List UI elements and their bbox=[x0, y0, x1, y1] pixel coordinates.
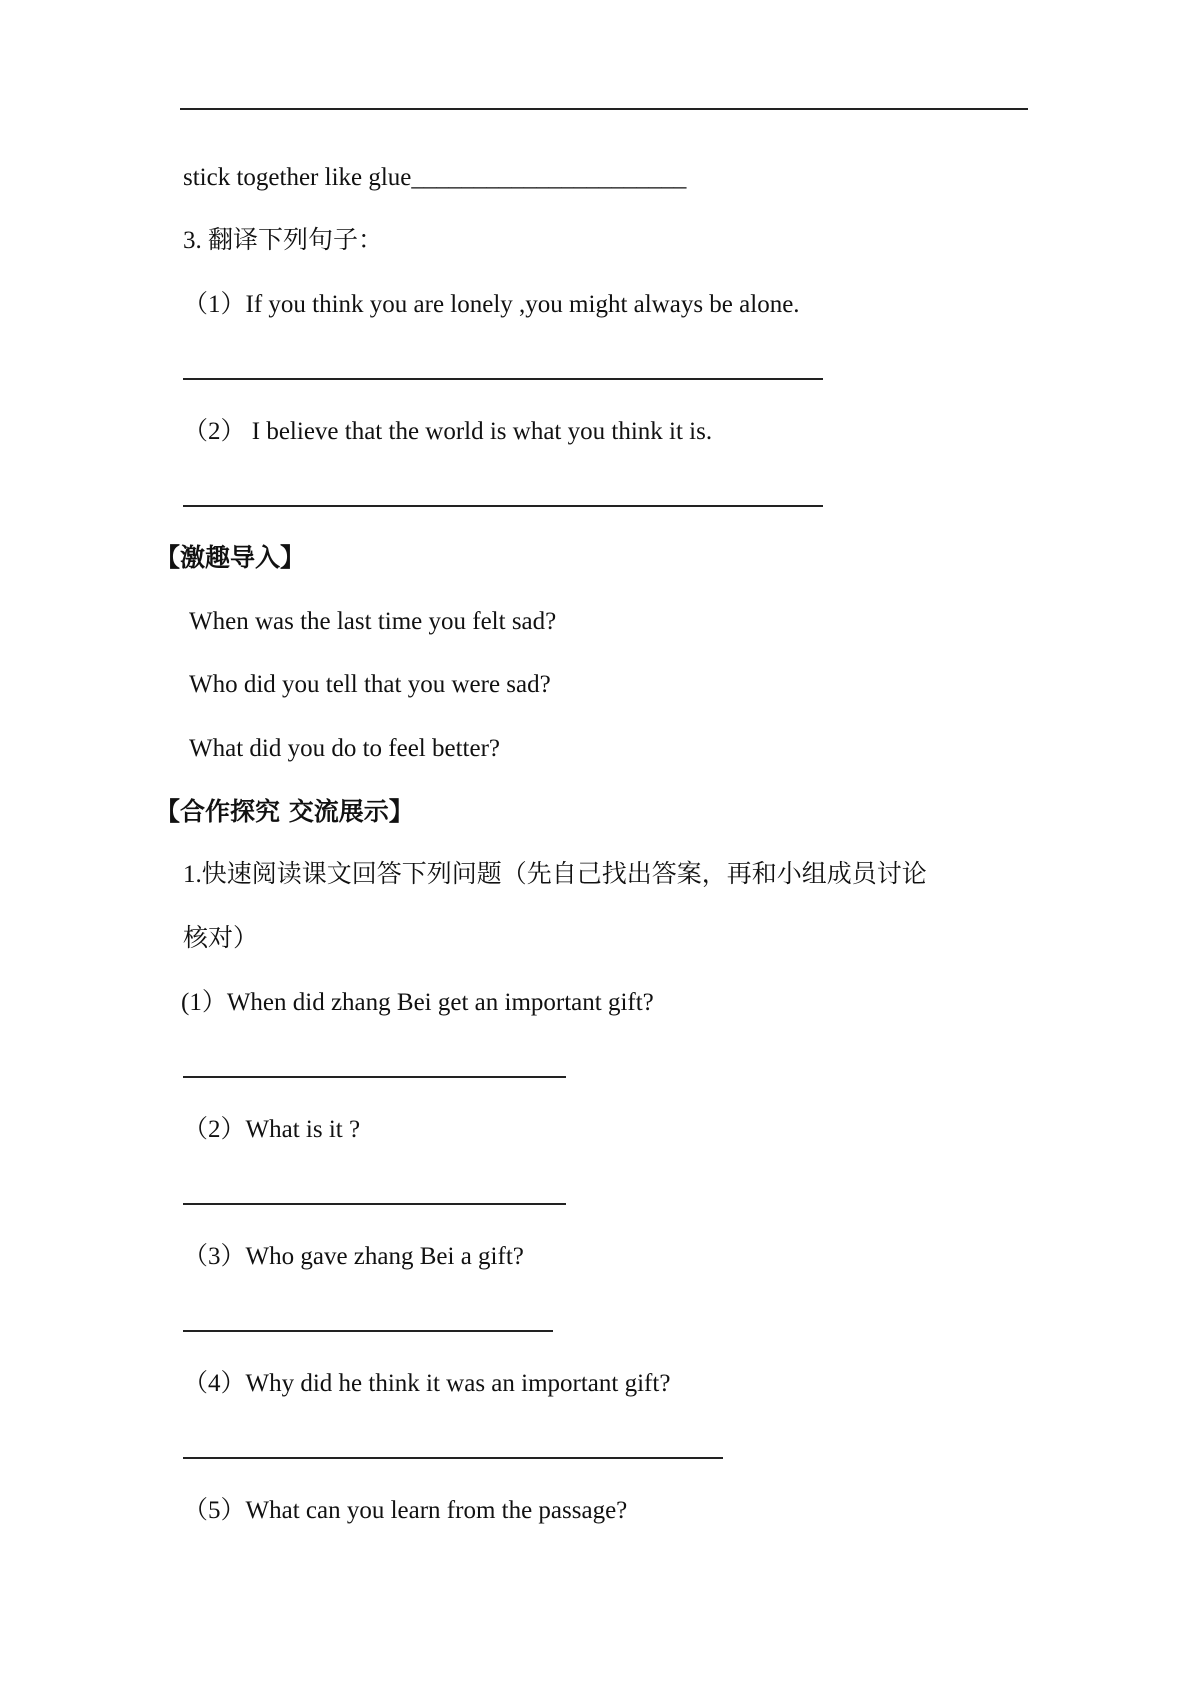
question-1: (1）When did zhang Bei get an important gift? bbox=[181, 989, 654, 1016]
warmup-question: Who did you tell that you were sad? bbox=[189, 671, 551, 698]
warmup-heading: 【激趣导入】 bbox=[155, 543, 306, 572]
warmup-question: What did you do to feel better? bbox=[189, 735, 500, 762]
answer-line-question-1 bbox=[183, 1076, 566, 1078]
question-5: （5）What can you learn from the passage? bbox=[183, 1497, 628, 1524]
answer-line-sentence-1 bbox=[183, 378, 823, 380]
cooperate-instruction-cont: 核对） bbox=[183, 925, 259, 952]
answer-line-question-4 bbox=[183, 1457, 723, 1459]
answer-line-question-3 bbox=[183, 1330, 553, 1332]
question-4: （4）Why did he think it was an important gift? bbox=[183, 1370, 671, 1397]
sentence-2: （2） I believe that the world is what you think it is. bbox=[183, 418, 713, 445]
question-3: （3）Who gave zhang Bei a gift? bbox=[183, 1243, 524, 1270]
answer-line-top bbox=[180, 108, 1028, 110]
glue-phrase: stick together like glue______________________ bbox=[183, 164, 687, 191]
answer-line-question-2 bbox=[183, 1203, 566, 1205]
cooperate-heading: 【合作探究 交流展示】 bbox=[155, 797, 414, 826]
task3-title: 3. 翻译下列句子： bbox=[183, 227, 384, 254]
question-2: （2）What is it ? bbox=[183, 1116, 361, 1143]
warmup-question: When was the last time you felt sad? bbox=[189, 608, 557, 635]
sentence-1: （1）If you think you are lonely ,you might always be alone. bbox=[183, 291, 800, 318]
answer-line-sentence-2 bbox=[183, 505, 823, 507]
cooperate-instruction: 1.快速阅读课文回答下列问题（先自己找出答案，再和小组成员讨论 bbox=[183, 861, 927, 888]
